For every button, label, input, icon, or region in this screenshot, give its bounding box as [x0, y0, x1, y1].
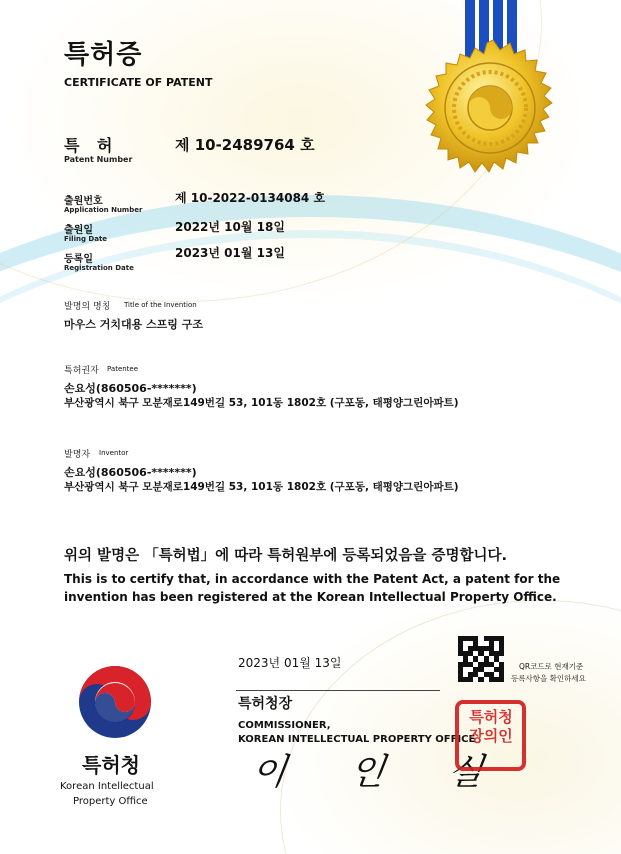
inventor-name: 손요성(860506-*******): [64, 466, 197, 479]
gold-seal-icon: [412, 38, 574, 200]
statement-en-line-1: This is to certify that, in accordance with the Patent Act, a patent for the: [64, 572, 561, 586]
filing-date-label-en: Filing Date: [64, 235, 108, 243]
certificate-title-ko: 특허증: [64, 40, 143, 70]
kipo-taegeuk-logo-icon: [77, 664, 153, 740]
statement-en-line-2: invention has been registered at the Korean Intellectual Property Office.: [64, 590, 557, 604]
commissioner-signature: 이 인 실: [248, 752, 512, 793]
statement-ko: 위의 발명은 「특허법」에 따라 특허원부에 등록되었음을 증명합니다.: [64, 548, 507, 564]
inventor-address: 부산광역시 북구 모분재로149번길 53, 101동 1802호 (구포동, 태평양그린아파트): [64, 481, 459, 493]
application-number-label-en: Application Number: [64, 206, 143, 214]
invention-label-en: Title of the Invention: [124, 301, 197, 309]
patent-number-value: 제 10-2489764 호: [175, 136, 315, 154]
invention-label-ko: 발명의 명칭: [64, 302, 111, 312]
registration-date-value: 2023년 01월 13일: [175, 246, 285, 260]
inventor-label-ko: 발명자: [64, 450, 91, 460]
qr-code-icon: [458, 636, 504, 682]
filing-date-label-ko: 출원일: [64, 225, 93, 236]
official-seal-stamp: [455, 700, 526, 771]
application-number-label-ko: 출원번호: [64, 196, 103, 207]
filing-date-value: 2022년 10월 18일: [175, 220, 285, 234]
registration-date-label-ko: 등록일: [64, 254, 93, 265]
patentee-label-ko: 특허권자: [64, 366, 99, 376]
bg-arc-gold-2: [280, 600, 621, 854]
patentee-name: 손요성(860506-*******): [64, 382, 197, 395]
application-number-value: 제 10-2022-0134084 호: [175, 191, 326, 205]
invention-title: 마우스 거치대용 스프링 구조: [64, 318, 203, 331]
qr-note-line-2: 등록사항을 확인하세요: [511, 674, 586, 683]
patent-number-label-ko: 특 허: [64, 136, 119, 155]
qr-module: [499, 677, 504, 682]
commissioner-title-en-line-2: KOREAN INTELLECTUAL PROPERTY OFFICE: [238, 734, 476, 745]
issue-date: 2023년 01월 13일: [238, 656, 342, 670]
patentee-label-en: Patentee: [107, 365, 139, 373]
office-name-en-line-1: Korean Intellectual: [60, 781, 154, 792]
qr-note-line-1: QR코드로 현재기준: [519, 662, 584, 671]
seal-text: 특허청장의인: [469, 708, 513, 745]
patent-number-label-en: Patent Number: [64, 155, 133, 164]
registration-date-label-en: Registration Date: [64, 264, 134, 272]
commissioner-title-en-line-1: COMMISSIONER,: [238, 720, 331, 731]
patentee-address: 부산광역시 북구 모분재로149번길 53, 101동 1802호 (구포동, 태평양그린아파트): [64, 397, 459, 409]
commissioner-title-ko: 특허청장: [238, 696, 293, 712]
inventor-label-en: Inventor: [99, 449, 129, 457]
office-name-ko: 특허청: [82, 753, 140, 777]
certificate-title-en: CERTIFICATE OF PATENT: [64, 76, 213, 89]
office-name-en-line-2: Property Office: [73, 796, 148, 807]
signature-divider: [236, 690, 440, 691]
